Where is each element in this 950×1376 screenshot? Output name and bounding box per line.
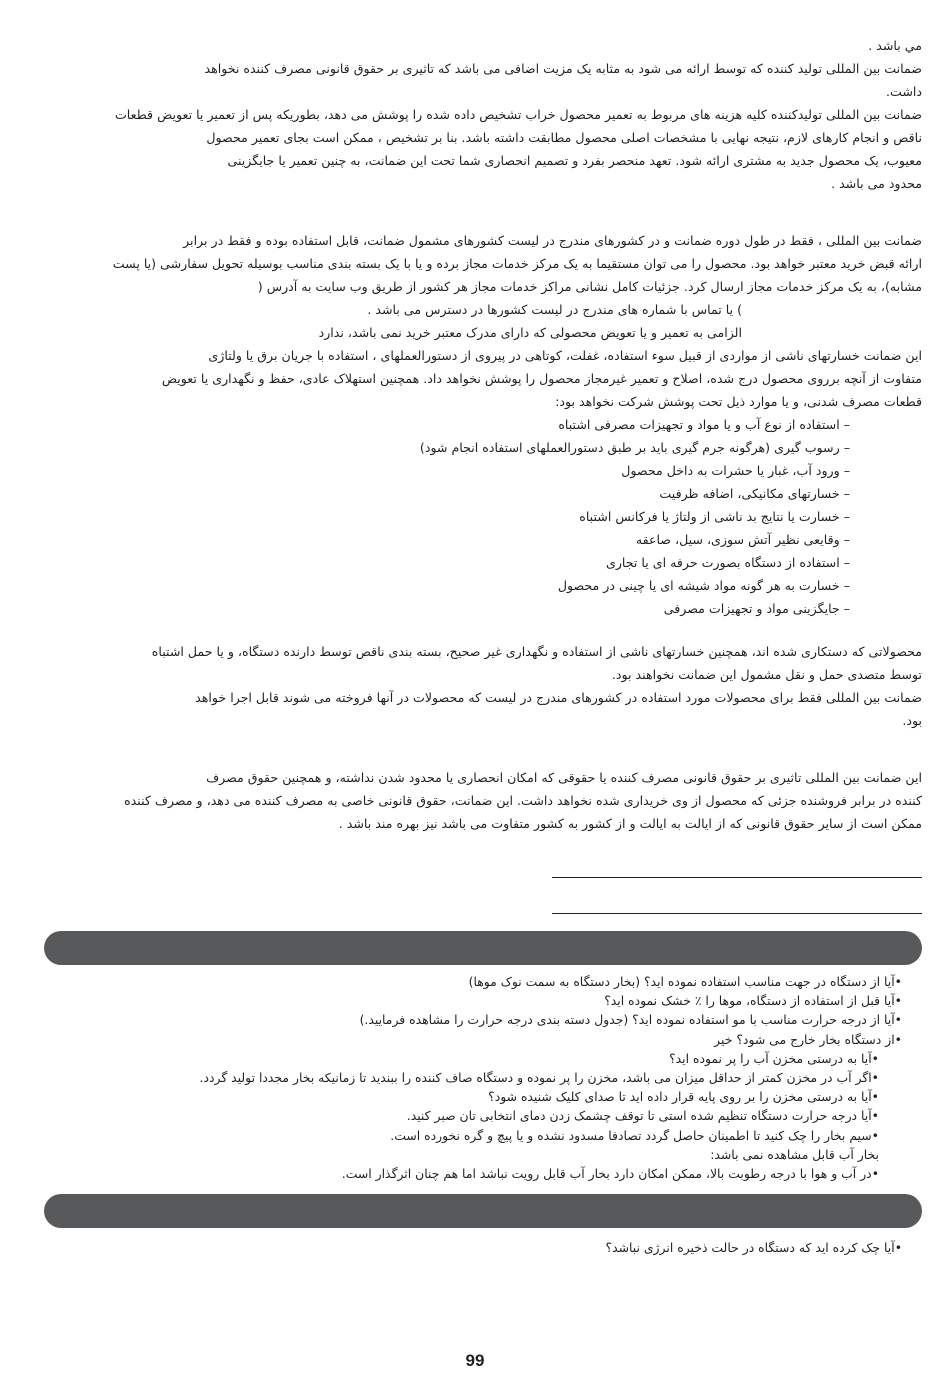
checklist-item: •آیا درجه حرارت دستگاه تنظیم شده استی تا توقف چشمک زدن دمای انتخابی تان صبر کنید. xyxy=(406,1108,879,1124)
text-line: داشت. xyxy=(885,84,922,99)
checklist-item: •آیا از درجه حرارت مناسب با مو استفاده نموده اید؟ (جدول دسته بندی درجه حرارت را مشاهده فرمایید.) xyxy=(359,1012,902,1028)
divider-line xyxy=(552,877,922,878)
section-header-bar xyxy=(44,931,922,965)
text-line: کننده در برابر فروشنده جزئی که محصول از وی خریداری شده نخواهد داشت. این ضمانت، حقوق قانونی خاصی به مصرف کننده می دهد، و مصرف کننده xyxy=(124,793,922,808)
text-line: ارائه قبض خرید معتبر خواهد بود. محصول را می توان مستقیما به یک مرکز خدمات مجاز برده و یا با یک بسته بندی مناسب بوسیله تحویل سفارشی (یا پست xyxy=(112,256,922,271)
warranty-paragraph-1 xyxy=(38,34,922,195)
list-item: – استفاده از دستگاه بصورت حرفه ای یا تجاری xyxy=(605,555,850,570)
text-line: ضمانت بین المللی فقط برای محصولات مورد استفاده در کشورهای مندرج در لیست که محصولات در آنها فروخته می شوند قابل اجرا خواهد xyxy=(195,690,922,705)
exclusions-list xyxy=(38,413,922,620)
text-line: ) یا تماس با شماره های مندرج در لیست کشورها در دسترس می باشد . xyxy=(367,302,742,317)
list-item: – جایگزینی مواد و تجهیزات مصرفی xyxy=(663,601,850,616)
text-line: بود. xyxy=(902,713,922,728)
checklist-item: •آیا به درستی مخزن را بر روی پایه قرار داده اید تا صدای کلیک شنیده شود؟ xyxy=(488,1089,879,1105)
list-item: – رسوب گیری (هرگونه جرم گیری باید بر طبق دستورالعملهای استفاده انجام شود) xyxy=(419,440,850,455)
power-saving-checklist xyxy=(38,1238,922,1257)
checklist-item: •آیا چک کرده اید که دستگاه در حالت ذخیره انرژی نباشد؟ xyxy=(605,1240,902,1255)
text-line: ممکن است از سایر حقوق قانونی که از ایالت به ایالت و از کشور به کشور متفاوت می باشد نیز بهره مند باشد . xyxy=(338,816,922,831)
list-item: – خسارتهای مکانیکی، اضافه ظرفیت xyxy=(659,486,850,501)
troubleshooting-checklist xyxy=(38,972,922,1183)
text-line: مشابه)، به یک مرکز خدمات مجاز ارسال کرد. جزئیات کامل نشانی مراکز خدمات مجاز هر کشور از طریق وب سایت به آدرس ( xyxy=(257,279,922,294)
checklist-item: •آیا قبل از استفاده از دستگاه، موها را ٪ خشک نموده اید؟ xyxy=(604,993,902,1009)
text-line: الزامی به تعمیر و یا تعویض محصولی که دارای مدرک معتبر خرید نمی باشد، ندارد xyxy=(318,325,742,340)
list-item: – ورود آب، غبار یا حشرات به داخل محصول xyxy=(621,463,850,478)
section-header-bar xyxy=(44,1194,922,1228)
text-line: متفاوت از آنچه برروی محصول درج شده، اصلاح و تعمیر غیرمجاز محصول را پوشش نخواهد داد. همچنین استهلاک عادی، حفظ و نگهداری یا تعویض xyxy=(161,371,922,386)
text-line: ضمانت بین المللی ، فقط در طول دوره ضمانت و در کشورهای مندرج در لیست کشورهای مشمول ضمانت، قابل استفاده بوده و فقط در برابر xyxy=(183,233,922,248)
text-line: قطعات مصرف شدنی، و یا موارد ذیل تحت پوشش شرکت نخواهد بود: xyxy=(555,394,922,409)
warranty-paragraph-4 xyxy=(38,766,922,835)
warranty-paragraph-2 xyxy=(38,229,922,620)
text-line: ضمانت بین المللی تولید کننده که توسط ارائه می شود به مثابه یک مزیت اضافی می باشد که تاثیری بر حقوق قانونی مصرف کننده نخواهد xyxy=(204,61,922,76)
list-item: – خسارت یا نتایج بد ناشی از ولتاژ یا فرکانس اشتباه xyxy=(579,509,850,524)
checklist-item: •سیم بخار را چک کنید تا اطمینان حاصل گردد تصادفا مسدود نشده و یا پیچ و گره نخورده است. xyxy=(390,1127,879,1143)
checklist-item: •اگر آب در مخزن کمتر از حداقل میزان می باشد، مخزن را پر نموده و دستگاه صاف کننده را ببندید تا زمانیکه بخار مجددا تولید گردد. xyxy=(199,1070,879,1086)
checklist-item: •آیا به درستی مخزن آب را پر نموده اید؟ xyxy=(669,1050,879,1066)
warranty-paragraph-3 xyxy=(38,640,922,732)
text-line: ضمانت بین المللی تولیدکننده کلیه هزینه های مربوط به تعمیر محصول خراب تشخیص داده شده را پوشش می دهد، بطوریکه پس از تعمیر یا تعویض قطعات xyxy=(114,107,922,122)
list-item: – استفاده از نوع آب و یا مواد و تجهیزات مصرفی اشتباه xyxy=(558,417,850,432)
text-line: مي باشد . xyxy=(868,38,922,53)
text-line: معیوب، یک محصول جدید به مشتری ارائه شود. تعهد منحصر بفرد و تصمیم انحصاری شما تحت این ضمانت، به چنین تعمیر یا جایگزینی xyxy=(227,153,922,168)
list-item: – خسارت به هر گونه مواد شیشه ای یا چینی در محصول xyxy=(557,578,850,593)
list-item: – وقایعی نظیر آتش سوزی، سیل، صاعقه xyxy=(635,532,850,547)
text-line: توسط متصدی حمل و نقل مشمول این ضمانت نخواهند بود. xyxy=(611,667,922,682)
text-line: ناقص و انجام کارهای لازم، نتیجه نهایی با مشخصات اصلی محصول مطابقت داشته باشد. بنا بر تشخیص ، ممکن است بجای تعمیر محصول xyxy=(206,130,922,145)
page-number: 99 xyxy=(465,1351,485,1370)
divider-line xyxy=(552,913,922,914)
checklist-item: •در آب و هوا با درجه رطوبت بالا، ممکن امکان دارد بخار آب قابل رویت نباشد اما هم چنان اثرگذار است. xyxy=(341,1166,879,1182)
text-line: محصولاتی که دستکاری شده اند، همچنین خسارتهای ناشی از استفاده و نگهداری غیر صحیح، بسته بندی ناقص توسط دارنده دستگاه، و یا حمل اشتباه xyxy=(151,644,922,659)
checklist-item: •آیا از دستگاه در جهت مناسب استفاده نموده اید؟ (بخار دستگاه به سمت نوک موها) xyxy=(468,974,902,989)
text-line: این ضمانت خسارتهای ناشی از مواردی از قبیل سوء استفاده، غفلت، کوتاهی در پیروی از دستورالعملهای ، استفاده با جریان برق یا ولتاژی xyxy=(208,348,922,363)
checklist-item: •از دستگاه بخار خارج می شود؟ خیر xyxy=(714,1031,902,1047)
text-line: محدود می باشد . xyxy=(831,176,922,191)
text-line: این ضمانت بین المللی تاثیری بر حقوق قانونی مصرف کننده یا حقوقی که امکان انحصاری یا محدود شدن نداشته، و همچنین حقوق مصرف xyxy=(206,770,922,785)
checklist-item: بخار آب قابل مشاهده نمی باشد: xyxy=(710,1146,879,1162)
